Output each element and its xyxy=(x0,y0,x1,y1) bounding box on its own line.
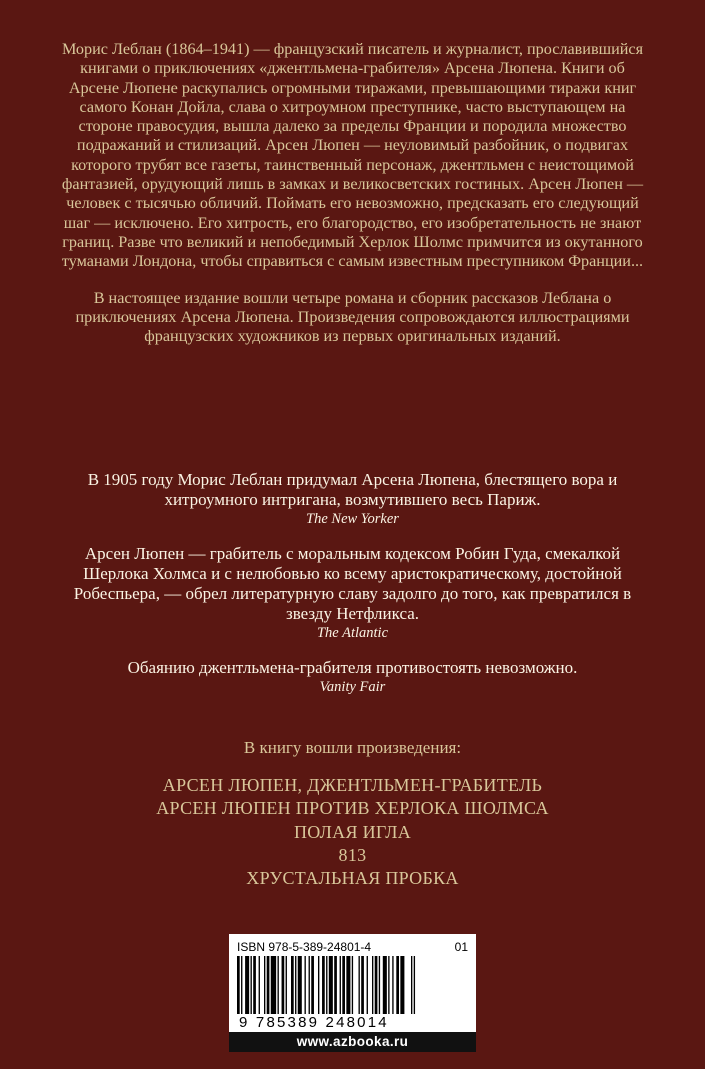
barcode-stripe xyxy=(237,956,240,1014)
barcode-stripe xyxy=(340,956,341,1014)
quote-source: The Atlantic xyxy=(316,625,389,641)
barcode-stripe xyxy=(372,956,373,1014)
barcode-stripe xyxy=(298,956,302,1014)
barcode-stripe xyxy=(396,956,399,1014)
barcode-stripe xyxy=(291,956,294,1014)
works-list xyxy=(60,774,645,890)
work-title: 813 xyxy=(338,844,367,865)
press-quote xyxy=(60,544,645,643)
barcode-digits: 9 785389 248014 xyxy=(239,1014,389,1031)
quote-source: The New Yorker xyxy=(306,511,399,527)
barcode-stripe xyxy=(295,956,296,1014)
work-title: АРСЕН ЛЮПЕН, ДЖЕНТЛЬМЕН-ГРАБИТЕЛЬ xyxy=(162,775,543,795)
barcode-stripe xyxy=(342,956,345,1014)
barcode-stripe xyxy=(400,956,404,1014)
barcode-stripe xyxy=(253,956,256,1014)
press-quote xyxy=(60,470,645,529)
barcode-stripe xyxy=(251,956,252,1014)
publisher-website: www.azbooka.ru xyxy=(229,1032,476,1052)
barcode-stripe xyxy=(361,956,364,1014)
barcode-stripe xyxy=(309,956,310,1014)
barcode-stripe xyxy=(322,956,325,1014)
contents-list xyxy=(60,738,645,890)
barcode-stripe xyxy=(414,956,415,1014)
quote-source: Vanity Fair xyxy=(319,679,386,695)
barcode-stripe xyxy=(278,956,279,1014)
barcode-stripe xyxy=(411,956,412,1014)
contents-heading: В книгу вошли произведения: xyxy=(243,738,462,757)
isbn-number: ISBN 978-5-389-24801-4 xyxy=(237,940,372,954)
barcode-stripe xyxy=(259,956,260,1014)
barcode-stripe xyxy=(367,956,368,1014)
barcode-stripe xyxy=(305,956,306,1014)
barcode-stripe xyxy=(375,956,378,1014)
annotation-blurb xyxy=(60,40,645,346)
barcode-stripe xyxy=(286,956,287,1014)
barcode-stripe xyxy=(326,956,327,1014)
barcode-stripe xyxy=(352,956,353,1014)
barcode-stripe xyxy=(311,956,314,1014)
barcode-stripe xyxy=(334,956,337,1014)
isbn-line xyxy=(237,940,468,954)
press-quotes xyxy=(60,470,645,697)
barcode-stripe xyxy=(346,956,350,1014)
quote-text: В 1905 году Морис Леблан придумал Арсена Люпена, блестящего вора и хитроумного интригана, возмутившего весь Париж. xyxy=(87,470,618,509)
blurb-paragraph: В настоящее издание вошли четыре романа и сборник рассказов Леблана о приключениях Арсена Люпена. Произведения сопровождаются иллюстрациями французских художников из первых оригинальных изданий. xyxy=(75,288,630,346)
barcode-stripe xyxy=(264,956,265,1014)
quote-text: Арсен Люпен — грабитель с моральным кодексом Робин Гуда, смекалкой Шерлока Холмса и с нелюбовью ко всему аристократическому, достойной Робеспьера, — обрел литературную славу задолго до того, как превратился в звезду Нетфликса. xyxy=(73,544,632,623)
barcode-stripe xyxy=(267,956,270,1014)
isbn-addon: 01 xyxy=(454,940,468,954)
barcode-stripe xyxy=(388,956,389,1014)
work-title: ПОЛАЯ ИГЛА xyxy=(293,821,412,842)
blurb-paragraph: Морис Леблан (1864–1941) — французский писатель и журналист, прославившийся книгами о приключениях «джентльмена-грабителя» Арсена Люпена. Книги об Арсене Люпене раскупались огромными тиражами, превышающими тиражи книг самого Конан Дойла, слава о хитроумном преступнике, часто выступающем на стороне правосудия, вышла далеко за пределы Франции и породила множество подражаний и стилизаций. Арсен Люпен — неуловимый разбойник, о подвигах которого трубят все газеты, таинственный персонаж, джентльмен с неистощимой фантазией, орудующий лишь в замках и великосветских гостиных. Арсен Люпен — человек с тысячью обличий. Поймать его невозможно, предсказать его следующий шаг — исключено. Его хитрость, его благородство, его изобретательность не знают границ. Разве что великий и непобедимый Херлок Шолмс примчится из окутанного туманами Лондона, чтобы справиться с самым известным преступником Франции... xyxy=(61,40,644,271)
barcode-stripe xyxy=(329,956,333,1014)
barcode-stripe xyxy=(282,956,285,1014)
quote-text: Обаянию джентльмена-грабителя противостоять невозможно. xyxy=(127,658,578,677)
barcode-stripe xyxy=(318,956,319,1014)
barcode-stripe xyxy=(241,956,242,1014)
barcode-stripe xyxy=(379,956,380,1014)
barcode-stripe xyxy=(392,956,393,1014)
barcode-stripe xyxy=(271,956,276,1014)
barcode-stripe xyxy=(245,956,249,1014)
barcode-stripe xyxy=(383,956,387,1014)
barcode-bars xyxy=(237,956,468,1014)
work-title: АРСЕН ЛЮПЕН ПРОТИВ ХЕРЛОКА ШОЛМСА xyxy=(156,798,549,819)
work-title: ХРУСТАЛЬНАЯ ПРОБКА xyxy=(246,868,459,889)
isbn-barcode-box xyxy=(229,934,476,1052)
barcode-stripe xyxy=(359,956,360,1014)
press-quote xyxy=(60,658,645,697)
